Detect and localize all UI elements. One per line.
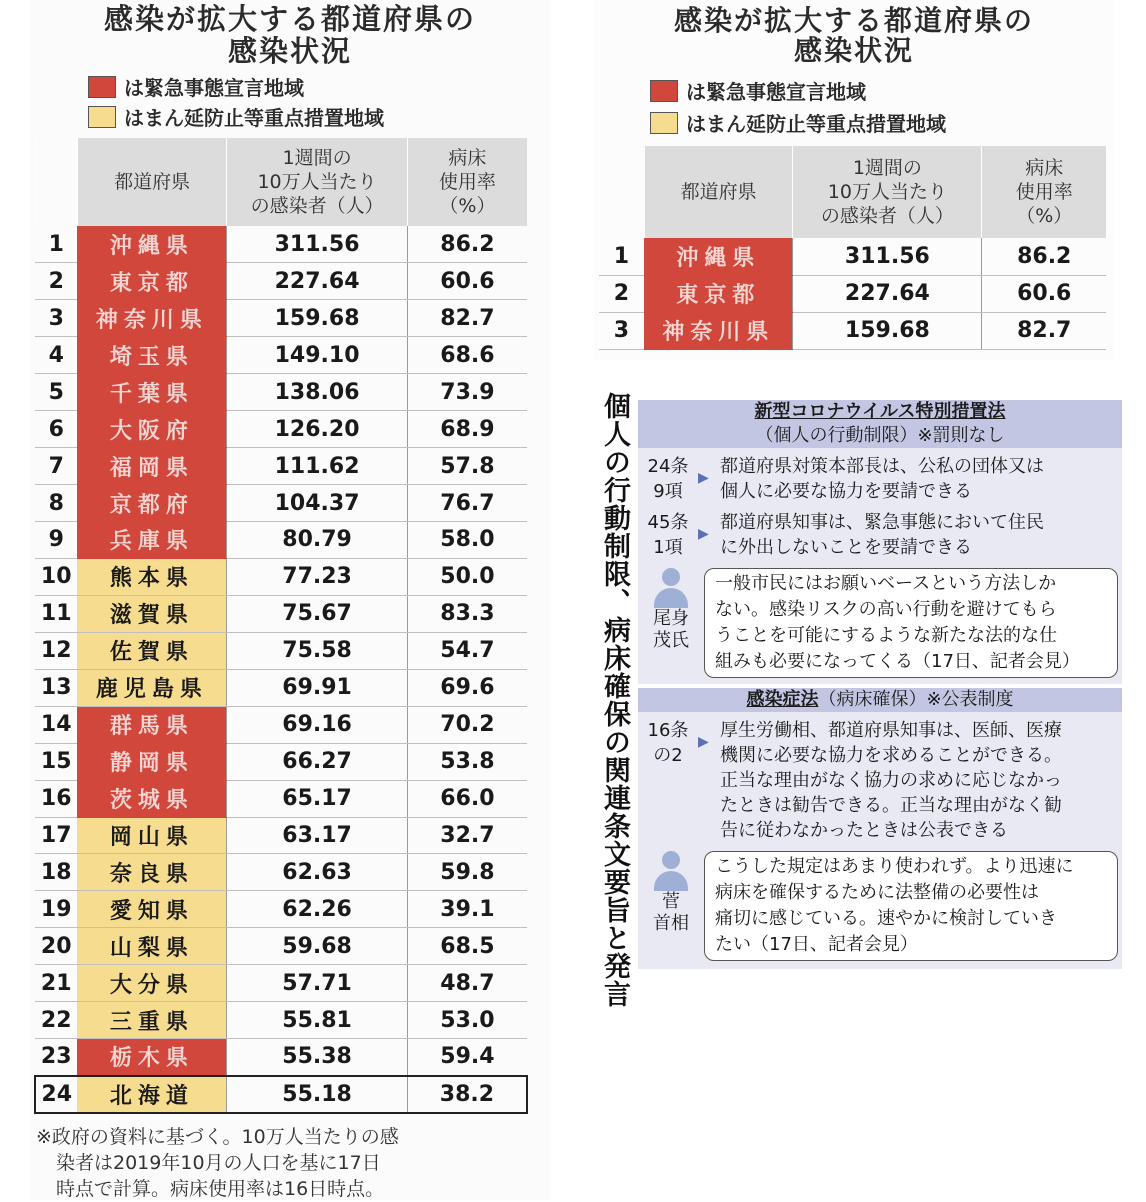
cases-cell: 159.68 xyxy=(793,312,982,349)
person-head-icon xyxy=(662,851,680,869)
table-row xyxy=(35,374,527,411)
rt-rank-header xyxy=(599,146,645,238)
bed-rate-cell: 50.0 xyxy=(407,558,527,595)
right-top-table xyxy=(598,146,1106,350)
table-row xyxy=(35,632,527,669)
rank-cell: 2 xyxy=(35,263,77,300)
prefecture-cell: 神奈川県 xyxy=(77,300,226,337)
table-header-row xyxy=(35,138,527,226)
cases-cell: 57.71 xyxy=(227,965,408,1002)
bed-rate-cell: 68.9 xyxy=(407,411,527,448)
prefecture-cell: 北海道 xyxy=(77,1076,226,1113)
prefecture-cell: 岡山県 xyxy=(77,817,226,854)
cases-header xyxy=(227,138,408,226)
cases-cell: 311.56 xyxy=(793,238,982,275)
article-text-line-2: に外出しないことを要請できる xyxy=(720,537,972,558)
prefecture-cell: 静岡県 xyxy=(77,743,226,780)
table-row xyxy=(35,522,527,559)
right-title-line-2: 感染状況 xyxy=(793,34,914,67)
bed-rate-cell: 68.6 xyxy=(407,337,527,374)
cases-cell: 65.17 xyxy=(227,780,408,817)
prefecture-cell: 千葉県 xyxy=(77,374,226,411)
article-text-line-1: 都道府県知事は、緊急事態において住民 xyxy=(720,512,1044,533)
article-number xyxy=(638,510,698,560)
bed-rate-cell: 32.7 xyxy=(407,817,527,854)
law1-subtitle: （個人の行動制限）※罰則なし xyxy=(755,425,1005,446)
rank-cell: 2 xyxy=(599,275,645,312)
law2-body xyxy=(638,712,1122,969)
rank-cell: 13 xyxy=(35,669,77,706)
article-number xyxy=(638,718,698,768)
rank-cell: 18 xyxy=(35,854,77,891)
speech-bubble xyxy=(704,568,1118,678)
rank-cell: 11 xyxy=(35,595,77,632)
table-row xyxy=(35,337,527,374)
prefecture-cell: 熊本県 xyxy=(77,558,226,595)
rank-cell: 4 xyxy=(35,337,77,374)
bed-rate-cell: 38.2 xyxy=(407,1076,527,1113)
rank-cell: 1 xyxy=(599,238,645,275)
rt-legend-emergency xyxy=(650,76,866,105)
bed-rate-cell: 82.7 xyxy=(982,312,1106,349)
ranking-table xyxy=(34,138,528,1114)
bed-rate-cell: 60.6 xyxy=(407,263,527,300)
rank-cell: 7 xyxy=(35,448,77,485)
rt-legend-priority-label: はまん延防止等重点措置地域 xyxy=(686,112,946,136)
quote-line-2: ない。感染リスクの高い行動を避けてもら xyxy=(715,599,1057,620)
prefecture-cell: 埼玉県 xyxy=(77,337,226,374)
rank-cell: 9 xyxy=(35,522,77,559)
person-head-icon xyxy=(662,568,680,586)
article-number-line-2: 1項 xyxy=(653,537,683,558)
left-ranking-panel xyxy=(30,0,550,1200)
article-number-line-1: 16条 xyxy=(647,720,689,741)
prefecture-cell: 茨城県 xyxy=(77,780,226,817)
law1-article-1 xyxy=(638,454,1122,504)
rank-cell: 20 xyxy=(35,928,77,965)
vertical-title: 個人の行動制限、病床確保の関連条文要旨と発言 xyxy=(599,392,630,1008)
prefecture-cell: 沖縄県 xyxy=(644,238,792,275)
quote-line-3: うことを可能にするような新たな法的な仕 xyxy=(715,625,1057,646)
cases-header-line-1: 1週間の xyxy=(282,147,352,169)
cases-cell: 159.68 xyxy=(227,300,408,337)
rank-cell: 19 xyxy=(35,891,77,928)
footnote xyxy=(36,1124,546,1202)
rank-cell: 17 xyxy=(35,817,77,854)
article-number xyxy=(638,454,698,504)
bed-rate-cell: 53.0 xyxy=(407,1002,527,1039)
speaker-name-line-2: 首相 xyxy=(653,913,689,934)
bed-rate-cell: 59.4 xyxy=(407,1039,527,1076)
rt-bed-header-line-2: 使用率 xyxy=(1015,181,1073,203)
bed-rate-cell: 73.9 xyxy=(407,374,527,411)
legend-emergency xyxy=(88,72,304,101)
article-text-line-3: 正当な理由がなく協力の求めに応じなかっ xyxy=(720,770,1062,791)
prefecture-cell: 兵庫県 xyxy=(77,522,226,559)
bed-rate-cell: 82.7 xyxy=(407,300,527,337)
rt-legend-emergency-label: は緊急事態宣言地域 xyxy=(686,80,866,104)
law2-article-1 xyxy=(638,718,1122,843)
article-text-line-5: 告に従わなかったときは公表できる xyxy=(720,820,1008,841)
table-row xyxy=(35,558,527,595)
article-text xyxy=(720,454,1122,504)
article-text xyxy=(720,510,1122,560)
rt-cases-header-line-1: 1週間の xyxy=(852,157,922,179)
prefecture-cell: 三重県 xyxy=(77,1002,226,1039)
footnote-line-2: 染者は2019年10月の人口を基に17日 xyxy=(56,1152,381,1174)
law2-speaker xyxy=(638,851,1122,961)
table-row xyxy=(35,226,527,263)
right-title-line-1: 感染が拡大する都道府県の xyxy=(673,4,1034,37)
table-row xyxy=(35,891,527,928)
cases-cell: 55.81 xyxy=(227,1002,408,1039)
cases-cell: 126.20 xyxy=(227,411,408,448)
cases-header-line-2: 10万人当たり xyxy=(257,171,377,193)
bed-header-line-1: 病床 xyxy=(448,147,487,169)
rank-cell: 23 xyxy=(35,1039,77,1076)
cases-cell: 69.91 xyxy=(227,669,408,706)
cases-cell: 55.38 xyxy=(227,1039,408,1076)
table-row xyxy=(35,1002,527,1039)
prefecture-cell: 佐賀県 xyxy=(77,632,226,669)
prefecture-cell: 大阪府 xyxy=(77,411,226,448)
legend-priority-label: はまん延防止等重点措置地域 xyxy=(124,106,384,130)
quote-line-1: こうした規定はあまり使われず。より迅速に xyxy=(715,856,1074,877)
rt-prefecture-header: 都道府県 xyxy=(644,146,792,238)
table-row xyxy=(35,1039,527,1076)
bed-rate-cell: 83.3 xyxy=(407,595,527,632)
rt-cases-header-line-2: 10万人当たり xyxy=(827,181,947,203)
prefecture-cell: 東京都 xyxy=(77,263,226,300)
bed-rate-cell: 59.8 xyxy=(407,854,527,891)
article-number-line-1: 24条 xyxy=(647,456,689,477)
rank-cell: 10 xyxy=(35,558,77,595)
bed-rate-cell: 68.5 xyxy=(407,928,527,965)
table-row xyxy=(35,448,527,485)
prefecture-cell: 沖縄県 xyxy=(77,226,226,263)
article-text-line-2: 個人に必要な協力を要請できる xyxy=(720,481,972,502)
bed-rate-cell: 86.2 xyxy=(407,226,527,263)
rank-cell: 15 xyxy=(35,743,77,780)
person-body-icon xyxy=(654,871,688,891)
rt-legend-priority xyxy=(650,108,946,137)
speaker-avatar xyxy=(646,568,696,652)
law1-body xyxy=(638,448,1122,684)
law1-title: 新型コロナウイルス特別措置法 xyxy=(754,401,1006,422)
law1-article-2 xyxy=(638,510,1122,560)
bed-rate-cell: 48.7 xyxy=(407,965,527,1002)
bed-rate-cell: 39.1 xyxy=(407,891,527,928)
bed-header xyxy=(407,138,527,226)
rank-cell: 21 xyxy=(35,965,77,1002)
table-row xyxy=(599,238,1107,275)
article-text-line-1: 都道府県対策本部長は、公私の団体又は xyxy=(720,456,1044,477)
prefecture-cell: 愛知県 xyxy=(77,891,226,928)
table-row xyxy=(35,780,527,817)
cases-cell: 149.10 xyxy=(227,337,408,374)
table-row xyxy=(35,743,527,780)
cases-cell: 69.16 xyxy=(227,706,408,743)
cases-cell: 77.23 xyxy=(227,558,408,595)
prefecture-cell: 大分県 xyxy=(77,965,226,1002)
table-row xyxy=(35,965,527,1002)
triangle-arrow-icon: ▶ xyxy=(698,470,709,486)
article-text xyxy=(720,718,1122,843)
rank-cell: 12 xyxy=(35,632,77,669)
table-row xyxy=(35,411,527,448)
cases-cell: 75.67 xyxy=(227,595,408,632)
footnote-line-3: 時点で計算。病床使用率は16日時点。 xyxy=(56,1178,385,1200)
rank-cell: 8 xyxy=(35,485,77,522)
cases-header-line-3: の感染者（人） xyxy=(250,195,384,217)
bed-rate-cell: 66.0 xyxy=(407,780,527,817)
bed-header-line-2: 使用率 xyxy=(438,171,496,193)
law2-header xyxy=(638,688,1122,712)
cases-cell: 80.79 xyxy=(227,522,408,559)
article-text-line-1: 厚生労働相、都道府県知事は、医師、医療 xyxy=(720,720,1062,741)
prefecture-cell: 山梨県 xyxy=(77,928,226,965)
quote-line-3: 痛切に感じている。速やかに検討していき xyxy=(715,908,1057,929)
prefecture-cell: 東京都 xyxy=(644,275,792,312)
rank-cell: 24 xyxy=(35,1076,77,1113)
table-row xyxy=(35,928,527,965)
speaker-name-line-1: 尾身 xyxy=(653,608,689,629)
prefecture-cell: 鹿児島県 xyxy=(77,669,226,706)
prefecture-header: 都道府県 xyxy=(77,138,226,226)
person-body-icon xyxy=(654,588,688,608)
prefecture-cell: 栃木県 xyxy=(77,1039,226,1076)
speaker-name-line-1: 菅 xyxy=(662,891,680,912)
law1-header xyxy=(638,400,1122,448)
law-panel xyxy=(638,400,1122,969)
quote-line-4: たい（17日、記者会見） xyxy=(715,934,918,955)
rank-cell: 6 xyxy=(35,411,77,448)
prefecture-cell: 京都府 xyxy=(77,485,226,522)
red-swatch-icon xyxy=(650,80,678,102)
bed-rate-cell: 70.2 xyxy=(407,706,527,743)
red-swatch-icon xyxy=(88,76,116,98)
rank-cell: 3 xyxy=(599,312,645,349)
bed-rate-cell: 86.2 xyxy=(982,238,1106,275)
law1-speaker xyxy=(638,568,1122,678)
rank-cell: 14 xyxy=(35,706,77,743)
rt-bed-header-line-1: 病床 xyxy=(1025,157,1064,179)
rank-cell: 3 xyxy=(35,300,77,337)
rt-header-row xyxy=(599,146,1107,238)
legend-priority xyxy=(88,102,384,131)
cases-cell: 59.68 xyxy=(227,928,408,965)
cases-cell: 63.17 xyxy=(227,817,408,854)
table-row xyxy=(599,275,1107,312)
table-row xyxy=(35,817,527,854)
right-top-panel xyxy=(594,0,1114,360)
rank-cell: 22 xyxy=(35,1002,77,1039)
law2-title: 感染症法 xyxy=(746,689,819,710)
footnote-line-1: ※政府の資料に基づく。10万人当たりの感 xyxy=(36,1126,399,1148)
cases-cell: 104.37 xyxy=(227,485,408,522)
bed-rate-cell: 57.8 xyxy=(407,448,527,485)
right-top-table-body xyxy=(599,238,1107,349)
rank-header xyxy=(35,138,77,226)
table-row xyxy=(35,263,527,300)
left-title-line-1: 感染が拡大する都道府県の xyxy=(103,2,476,36)
prefecture-cell: 群馬県 xyxy=(77,706,226,743)
prefecture-cell: 奈良県 xyxy=(77,854,226,891)
rank-cell: 16 xyxy=(35,780,77,817)
bed-rate-cell: 60.6 xyxy=(982,275,1106,312)
cases-cell: 62.26 xyxy=(227,891,408,928)
table-row xyxy=(35,706,527,743)
table-row xyxy=(35,669,527,706)
table-row xyxy=(35,854,527,891)
table-row xyxy=(35,300,527,337)
cases-cell: 62.63 xyxy=(227,854,408,891)
ranking-table-body xyxy=(35,226,527,1113)
prefecture-cell: 滋賀県 xyxy=(77,595,226,632)
yellow-swatch-icon xyxy=(88,106,116,128)
triangle-arrow-icon: ▶ xyxy=(698,734,709,750)
article-text-line-2: 機関に必要な協力を求めることができる。 xyxy=(720,745,1062,766)
rank-cell: 1 xyxy=(35,226,77,263)
bed-rate-cell: 54.7 xyxy=(407,632,527,669)
bed-rate-cell: 69.6 xyxy=(407,669,527,706)
article-number-line-2: の2 xyxy=(653,745,683,766)
rt-cases-header-line-3: の感染者（人） xyxy=(820,205,954,227)
bed-header-line-3: （%） xyxy=(439,195,496,217)
prefecture-cell: 福岡県 xyxy=(77,448,226,485)
cases-cell: 111.62 xyxy=(227,448,408,485)
rt-bed-header xyxy=(982,146,1106,238)
bed-rate-cell: 76.7 xyxy=(407,485,527,522)
cases-cell: 227.64 xyxy=(793,275,982,312)
quote-line-4: 組みも必要になってくる（17日、記者会見） xyxy=(715,651,1080,672)
legend-emergency-label: は緊急事態宣言地域 xyxy=(124,76,304,100)
table-row xyxy=(35,1076,527,1113)
bed-rate-cell: 58.0 xyxy=(407,522,527,559)
cases-cell: 311.56 xyxy=(227,226,408,263)
table-row xyxy=(35,595,527,632)
table-row xyxy=(35,485,527,522)
article-text-line-4: たときは勧告できる。正当な理由がなく勧 xyxy=(720,795,1062,816)
cases-cell: 75.58 xyxy=(227,632,408,669)
cases-cell: 55.18 xyxy=(227,1076,408,1113)
cases-cell: 66.27 xyxy=(227,743,408,780)
table-row xyxy=(599,312,1107,349)
speech-bubble xyxy=(704,851,1118,961)
triangle-arrow-icon: ▶ xyxy=(698,526,709,542)
quote-line-1: 一般市民にはお願いベースという方法しか xyxy=(715,573,1057,594)
article-number-line-1: 45条 xyxy=(647,512,689,533)
law2-subtitle: （病床確保）※公表制度 xyxy=(818,689,1014,710)
speaker-name-line-2: 茂氏 xyxy=(653,630,689,651)
rank-cell: 5 xyxy=(35,374,77,411)
cases-cell: 227.64 xyxy=(227,263,408,300)
left-title-line-2: 感染状況 xyxy=(227,34,352,68)
yellow-swatch-icon xyxy=(650,112,678,134)
rt-cases-header xyxy=(793,146,982,238)
quote-line-2: 病床を確保するために法整備の必要性は xyxy=(715,882,1039,903)
cases-cell: 138.06 xyxy=(227,374,408,411)
bed-rate-cell: 53.8 xyxy=(407,743,527,780)
prefecture-cell: 神奈川県 xyxy=(644,312,792,349)
rt-bed-header-line-3: （%） xyxy=(1016,205,1073,227)
article-number-line-2: 9項 xyxy=(653,481,683,502)
speaker-avatar xyxy=(646,851,696,935)
